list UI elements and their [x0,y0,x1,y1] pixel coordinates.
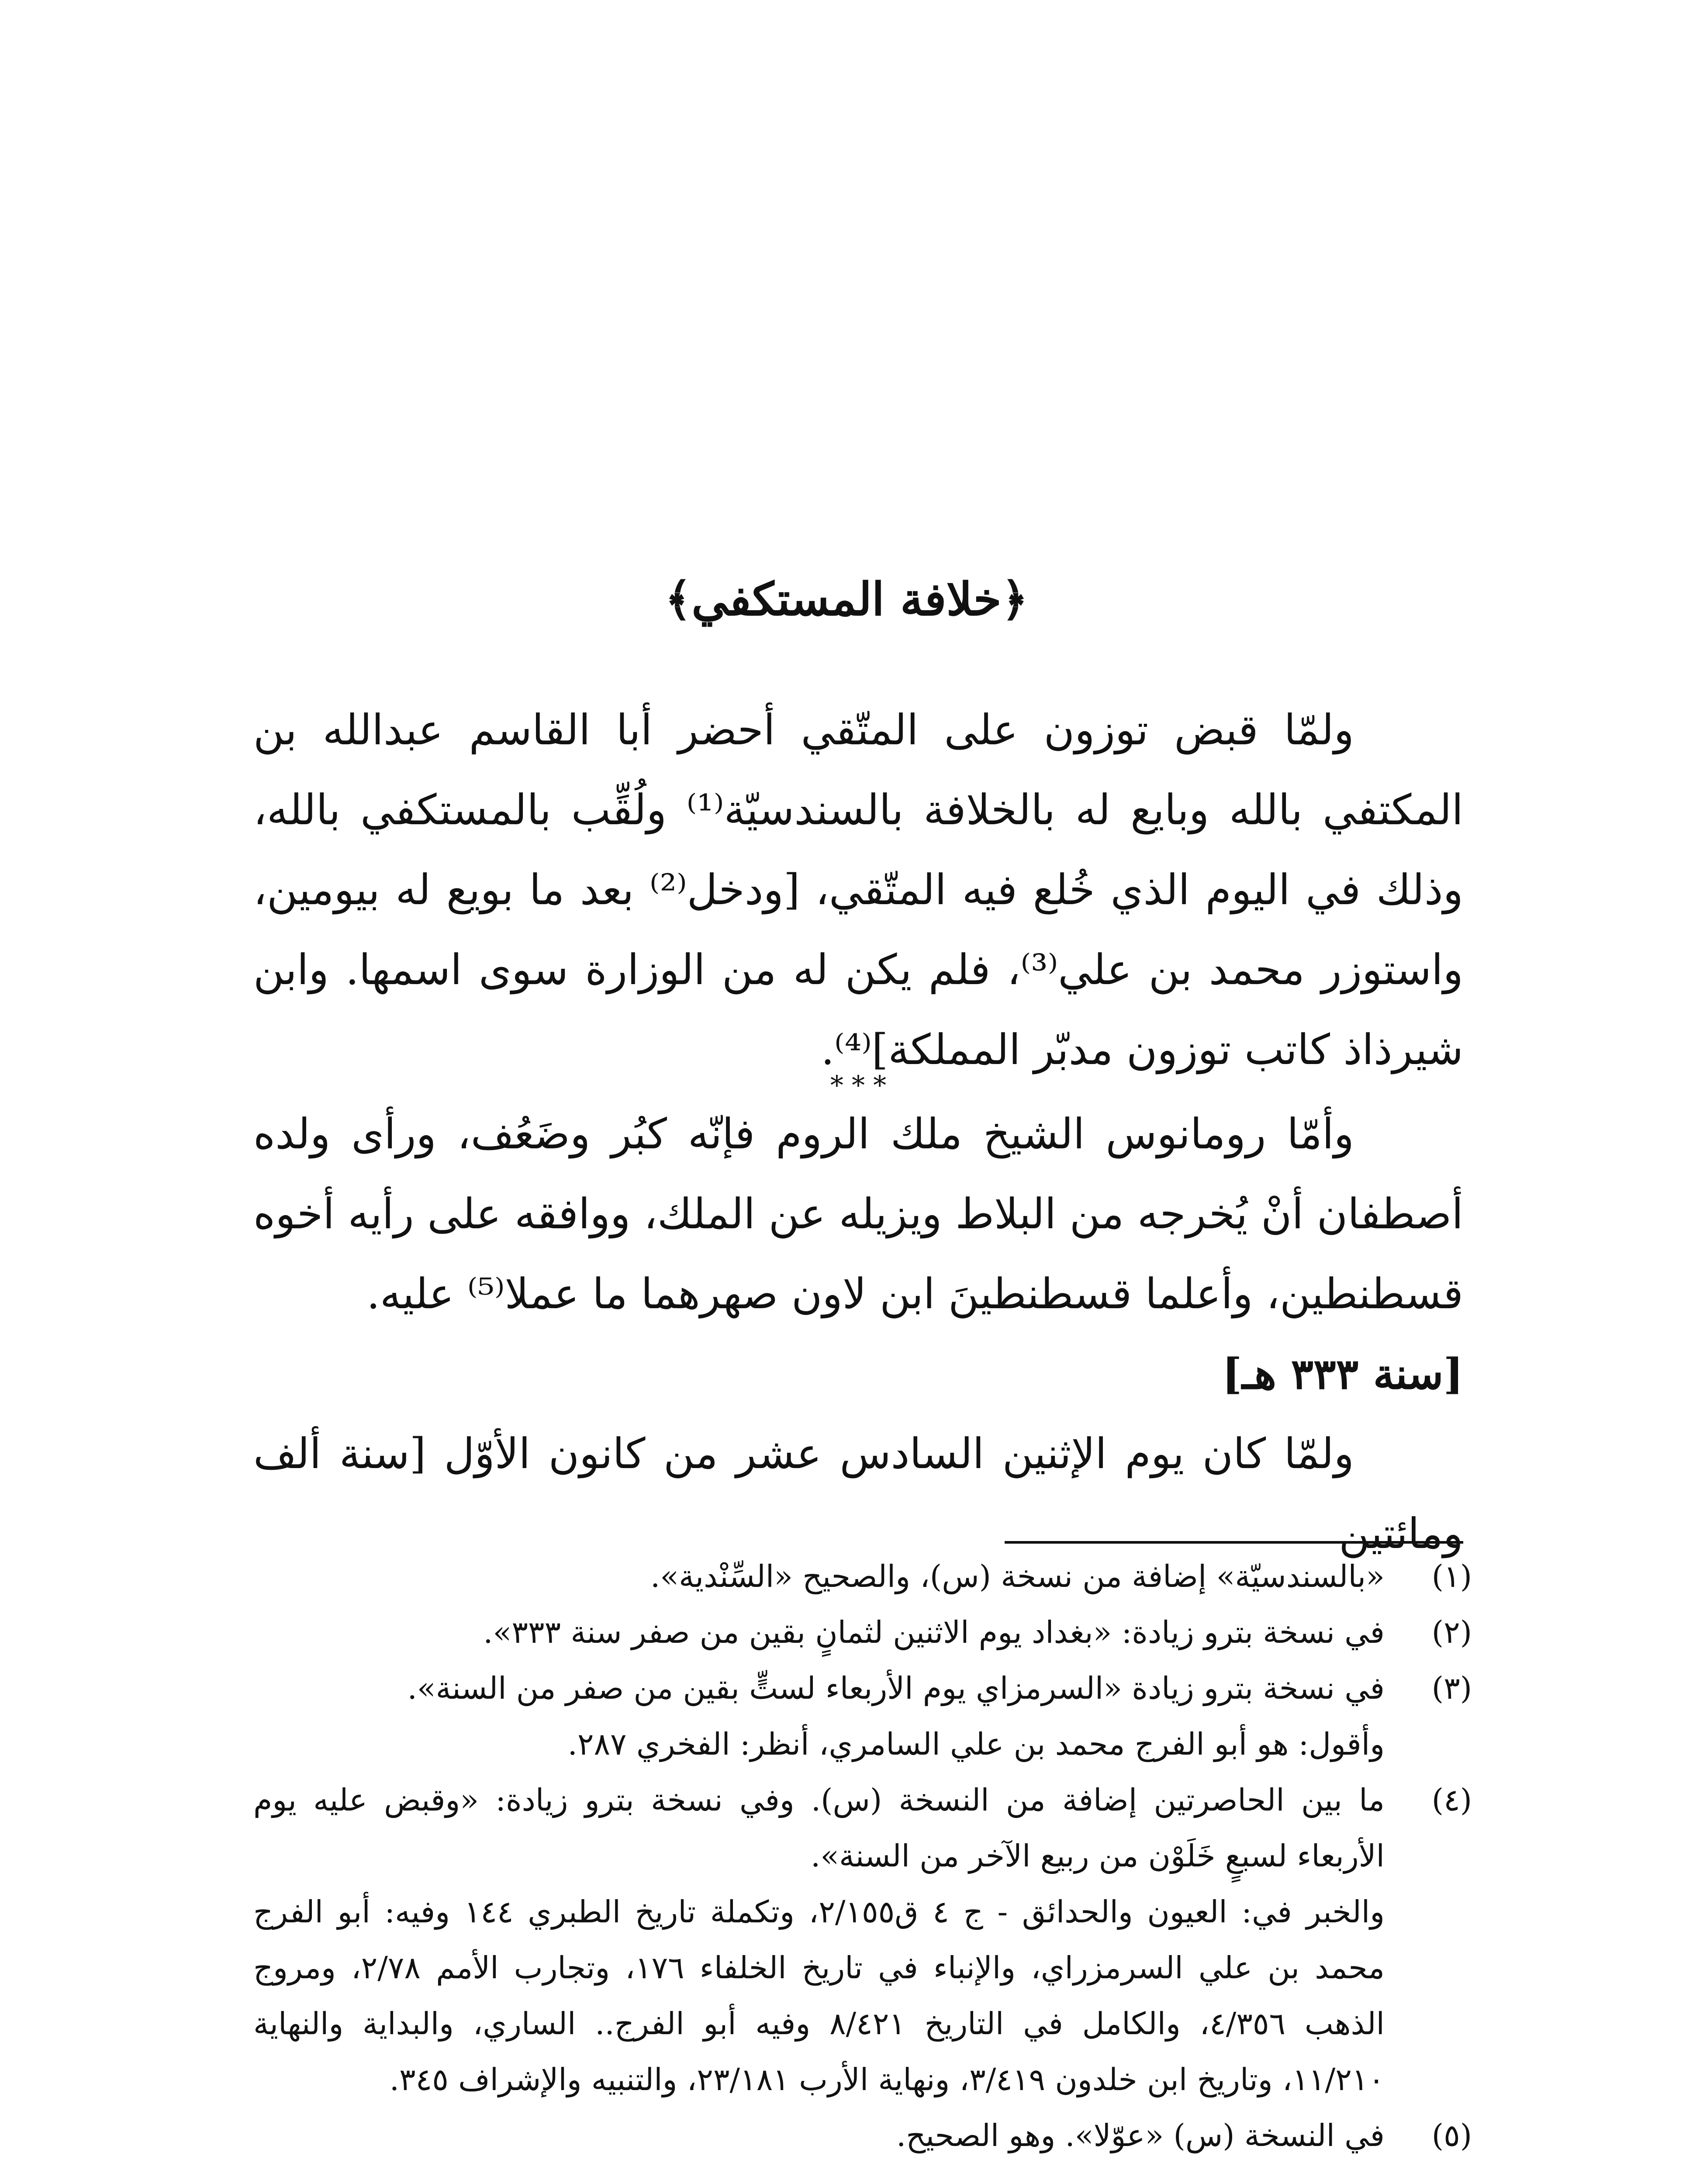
footnote-divider [1005,1541,1463,1544]
paragraph-year-333: ولمّا كان يوم الإثنين السادس عشر من كانون الأوّل [سنة ألف ومائتين [253,1429,1463,1558]
footnote-5 [253,2108,1472,2163]
footnote-number: (٤) [1431,1782,1472,1818]
footnote-4-continuation: والخبر في: العيون والحدائق - ج ٤ ق٢/١٥٥، وتكملة تاريخ الطبري ١٤٤ وفيه: أبو الفرج محمد بن علي السرمزراي، والإنباء في تاريخ الخلفاء ١٧٦، وتجارب الأمم ٢/٧٨، ومروج الذهب ٤/٣٥٦، والكامل في التاريخ ٨/٤٢١ وفيه أبو الفرج.. الساري، والبداية والنهاية ١١/٢١٠، وتاريخ ابن خلدون ٣/٤١٩، ونهاية الأرب ٢٣/١٨١، والتنبيه والإشراف ٣٤٥. [253,1894,1385,2098]
paragraph-romanos: وأمّا رومانوس الشيخ ملك الروم فإنّه كبُر وضَعُف، ورأى ولده أصطفان أنْ يُخرجه من البلاط ويزيله عن الملك، ووافقه على رأيه أخوه قسطنطين، وأعلما قسطنطينَ ابن لاون صهرهما ما عملا⁽⁵⁾ عليه. [253,1109,1464,1318]
paragraph-caliphate: ولمّا قبض توزون على المتّقي أحضر أبا القاسم عبدالله بن المكتفي بالله وبايع له بالخلافة بالسندسيّة⁽¹⁾ ولُقِّب بالمستكفي بالله، وذلك في اليوم الذي خُلع فيه المتّقي، [ودخل⁽²⁾ بعد ما بويع له بيومين، واستوزر محمد بن علي⁽³⁾، فلم يكن له من الوزارة سوى اسمها. وابن شيرذاذ كاتب توزون مدبّر المملكة]⁽⁴⁾. [253,705,1464,1074]
chapter-title: ﴿خلافة المستكفي﴾ [665,572,1028,626]
footnote-number: (٢) [1431,1614,1472,1650]
footnote-2 [253,1604,1472,1660]
section-separator: * * * [830,1070,887,1101]
footnotes [253,1548,1472,2163]
footnote-1 [253,1548,1472,1604]
footnote-text: في نسخة بترو زيادة «السرمزاي يوم الأربعاء لستٍّ بقين من صفر من السنة». [407,1670,1385,1706]
footnote-3-continuation: وأقول: هو أبو الفرج محمد بن علي السامري، أنظر: الفخري ٢٨٧. [567,1726,1385,1762]
footnote-text: «بالسندسيّة» إضافة من نسخة (س)، والصحيح «السِّنْدية». [650,1559,1385,1594]
main-text [253,690,1463,1574]
year-heading: [سنة ٣٣٣ هـ] [1222,1349,1463,1399]
footnote-text: ما بين الحاصرتين إضافة من النسخة (س). وفي نسخة بترو زيادة: «وقبض عليه يوم الأربعاء لسبعٍ خَلَوْن من ربيع الآخر من السنة». [253,1782,1385,1874]
footnote-4 [253,1772,1472,1884]
footnote-number: (١) [1431,1559,1472,1594]
footnote-text: في نسخة بترو زيادة: «بغداد يوم الاثنين لثمانٍ بقين من صفر سنة ٣٣٣». [483,1614,1385,1650]
footnote-number: (٥) [1431,2118,1472,2153]
footnote-3 [253,1660,1472,1716]
footnote-text: في النسخة (س) «عوّلا». وهو الصحيح. [896,2118,1385,2153]
footnote-number: (٣) [1431,1670,1472,1706]
